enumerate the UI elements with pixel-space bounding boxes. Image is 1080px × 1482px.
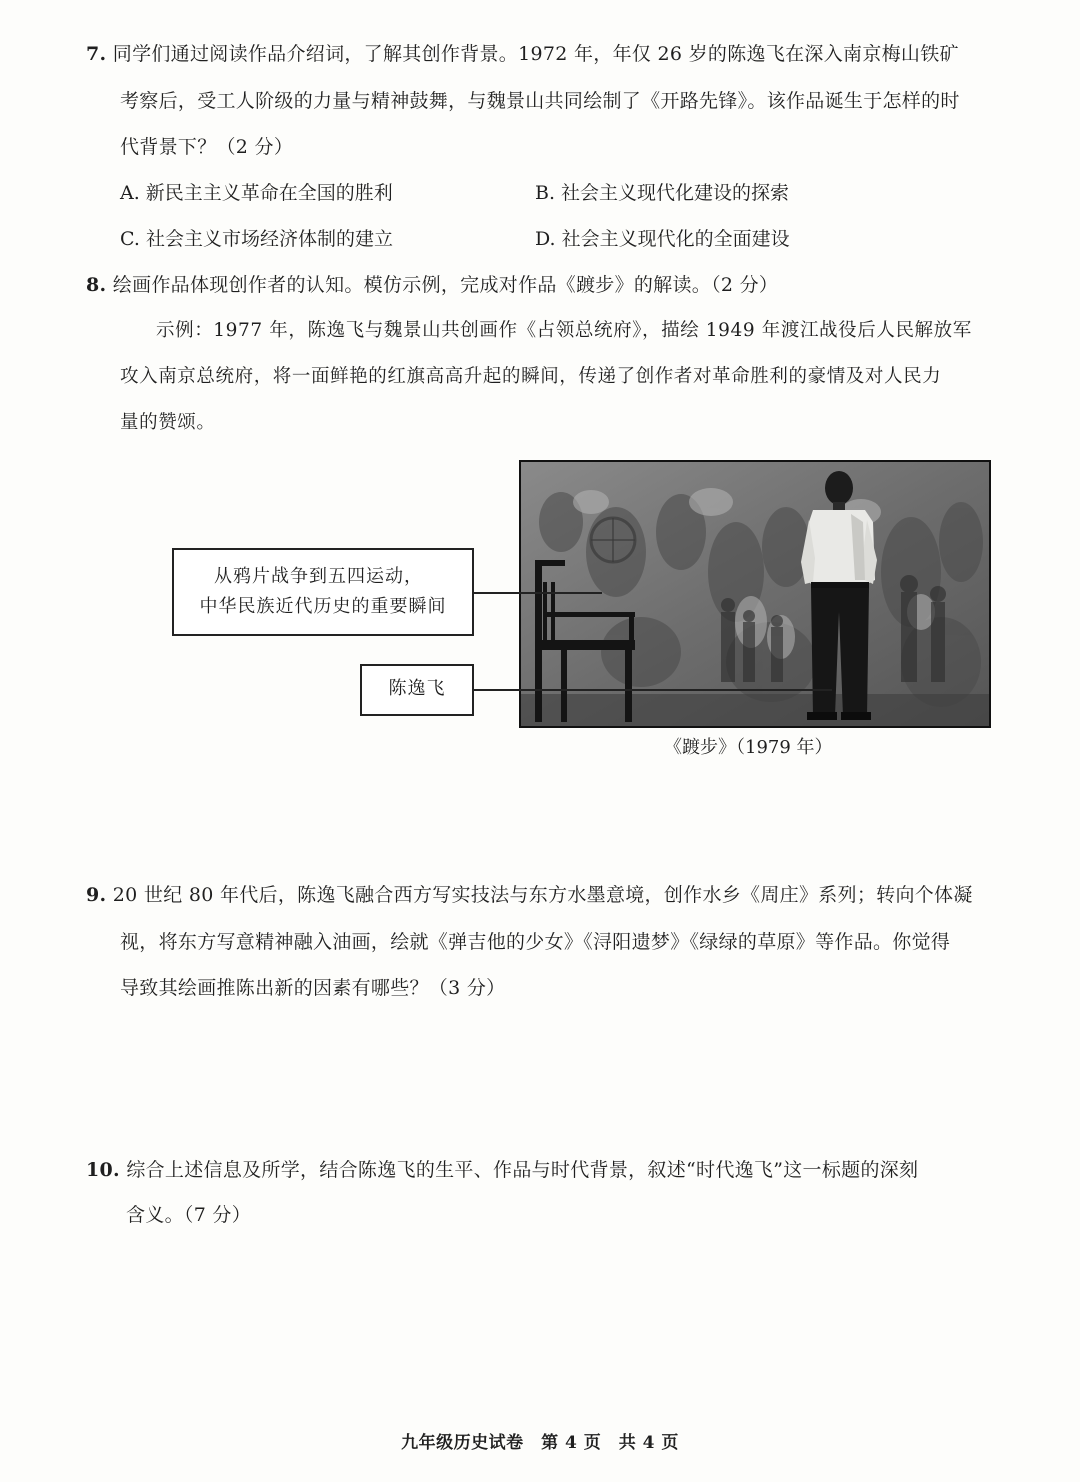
question-7-option-c: C. 社会主义市场经济体制的建立 [120,228,393,250]
question-9-number: 9. [86,884,107,906]
question-7-line-1 [86,41,959,67]
label-history-moments [172,548,474,636]
question-8-text-1: 绘画作品体现创作者的认知。模仿示例，完成对作品《踱步》的解读。（2 分） [112,274,779,296]
question-7-option-a: A. 新民主主义革命在全国的胜利 [120,182,393,204]
question-8-line-1 [86,272,778,298]
question-7-text-1: 同学们通过阅读作品介绍词，了解其创作背景。1972 年，年仅 26 岁的陈逸飞在深入南京梅山铁矿 [112,43,959,65]
question-9-line-1 [86,882,973,908]
question-9-text-1: 20 世纪 80 年代后，陈逸飞融合西方写实技法与东方水墨意境，创作水乡《周庄》系列；转向个体凝 [112,884,973,906]
question-9-line-3: 导致其绘画推陈出新的因素有哪些？（3 分） [120,977,506,999]
leader-line-artist [474,689,832,691]
label-history-line-1: 从鸦片战争到五四运动， [214,566,423,587]
question-10-number: 10. [86,1159,120,1181]
question-7-number: 7. [86,43,107,65]
question-8-number: 8. [86,274,107,296]
painting-pacing-image [519,460,991,728]
question-7-option-b: B. 社会主义现代化建设的探索 [535,182,790,204]
leader-line-history [474,592,602,594]
label-history-line-2: 中华民族近代历史的重要瞬间 [199,596,447,617]
question-8-example-line-1: 示例：1977 年，陈逸飞与魏景山共创画作《占领总统府》，描绘 1949 年渡江战役后人民解放军 [156,320,972,341]
figure-caption: 《踱步》（1979 年） [664,737,833,758]
label-artist: 陈逸飞 [360,664,474,716]
question-10-text-1: 综合上述信息及所学，结合陈逸飞的生平、作品与时代背景，叙述“时代逸飞”这一标题的深刻 [126,1159,919,1181]
question-7-line-3: 代背景下？（2 分） [120,136,294,158]
question-8-example-line-3: 量的赞颂。 [120,412,216,433]
question-7-option-d: D. 社会主义现代化的全面建设 [535,228,790,250]
page-footer: 九年级历史试卷 第 4 页 共 4 页 [401,1433,679,1453]
question-7-line-2: 考察后，受工人阶级的力量与精神鼓舞，与魏景山共同绘制了《开路先锋》。该作品诞生于怎样的时 [120,90,960,112]
question-10-line-2: 含义。（7 分） [126,1204,252,1226]
question-8-example-line-2: 攻入南京总统府，将一面鲜艳的红旗高高升起的瞬间，传递了创作者对革命胜利的豪情及对人民力 [120,366,942,387]
question-9-line-2: 视，将东方写意精神融入油画，绘就《弹吉他的少女》《浔阳遗梦》《绿绿的草原》等作品。你觉得 [120,931,951,953]
question-10-line-1 [86,1157,918,1183]
